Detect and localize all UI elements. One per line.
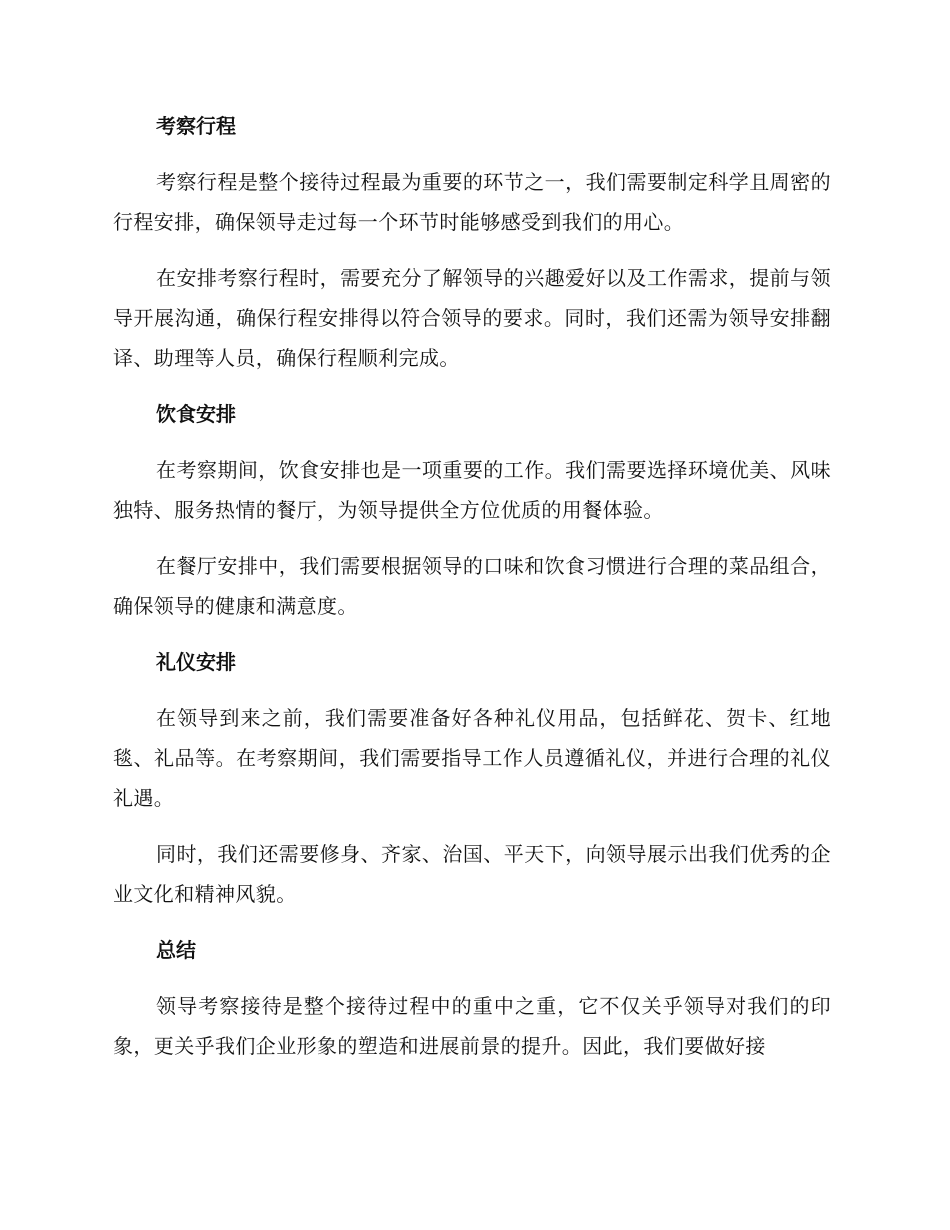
section-heading-itinerary: 考察行程 [156, 114, 236, 138]
paragraph: 在领导到来之前，我们需要准备好各种礼仪用品，包括鲜花、贺卡、红地毯、礼品等。在考察期间，我们需要指导工作人员遵循礼仪，并进行合理的礼仪礼遇。 [113, 706, 831, 810]
section-heading-etiquette: 礼仪安排 [156, 650, 236, 674]
paragraph: 考察行程是整个接待过程最为重要的环节之一，我们需要制定科学且周密的行程安排，确保领导走过每一个环节时能够感受到我们的用心。 [113, 170, 831, 234]
paragraph: 同时，我们还需要修身、齐家、治国、平天下，向领导展示出我们优秀的企业文化和精神风貌。 [113, 842, 831, 906]
document-body [113, 106, 831, 1066]
paragraph: 领导考察接待是整个接待过程中的重中之重，它不仅关乎领导对我们的印象，更关乎我们企业形象的塑造和进展前景的提升。因此，我们要做好接 [113, 994, 831, 1058]
section-heading-summary: 总结 [156, 938, 196, 962]
section-heading-dining: 饮食安排 [156, 402, 236, 426]
paragraph: 在安排考察行程时，需要充分了解领导的兴趣爱好以及工作需求，提前与领导开展沟通，确保行程安排得以符合领导的要求。同时，我们还需为领导安排翻译、助理等人员，确保行程顺利完成。 [113, 266, 831, 370]
paragraph: 在餐厅安排中，我们需要根据领导的口味和饮食习惯进行合理的菜品组合，确保领导的健康和满意度。 [113, 554, 831, 618]
paragraph: 在考察期间，饮食安排也是一项重要的工作。我们需要选择环境优美、风味独特、服务热情的餐厅，为领导提供全方位优质的用餐体验。 [113, 458, 831, 522]
